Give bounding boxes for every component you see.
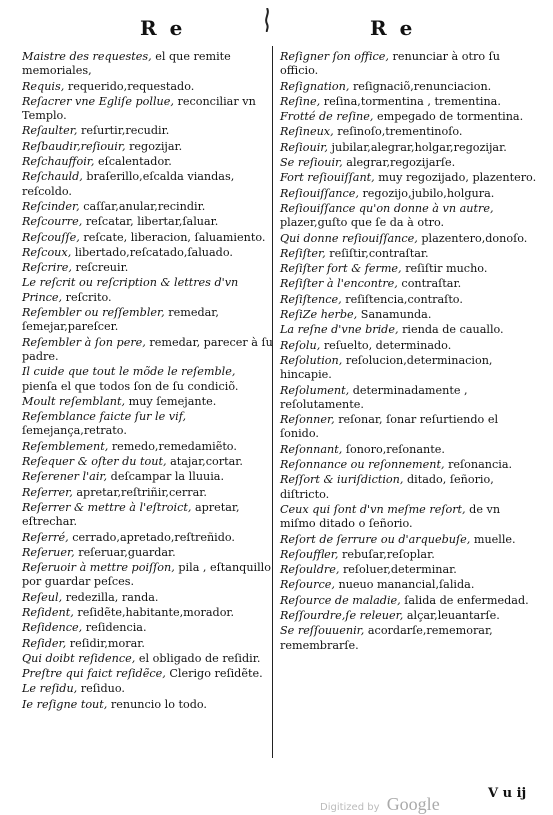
dictionary-entry (22, 546, 274, 560)
dictionary-entry (280, 262, 538, 276)
signature-mark: V u ij (488, 786, 527, 801)
dictionary-entry (22, 621, 274, 635)
entry-definition: nueuo manancial,ſalida. (338, 578, 475, 592)
entry-term: Reſembler ou reſſembler, (22, 306, 165, 320)
entry-definition: reſonar, ſonar reſurtiendo el ſonido. (280, 413, 499, 441)
dictionary-entry (280, 323, 538, 337)
dictionary-entry (280, 413, 538, 442)
entry-definition: renunciar à otro ſu officio. (280, 50, 500, 78)
entry-term: Reſerré, (22, 530, 69, 544)
entry-term: Se reſiouir, (280, 156, 343, 170)
entry-definition: apretar, eſtrechar. (22, 500, 240, 529)
entry-term: ReſiZe herbe, (280, 308, 358, 322)
entry-term: Reſeruer, (22, 545, 75, 559)
entry-term: Reſſourdre,ſe releuer, (280, 608, 404, 622)
entry-term: Le reſidu, (22, 682, 78, 696)
entry-definition: reſuelto, determinado. (323, 338, 452, 352)
entry-term: Reſcourre, (22, 215, 83, 229)
dictionary-entry (280, 533, 538, 547)
dictionary-entry (280, 503, 538, 532)
entry-definition: reſonancia. (448, 458, 513, 472)
watermark-prefix: Digitized by (320, 802, 380, 813)
dictionary-entry (22, 215, 274, 229)
entry-term: Reſource de maladie, (280, 593, 401, 607)
entry-definition: empegado de tormentina. (377, 110, 524, 124)
dictionary-entry (280, 187, 538, 201)
dictionary-entry (280, 202, 538, 231)
entry-definition: eſcalentador. (98, 155, 172, 169)
entry-definition: el obligado de reſidir. (138, 651, 261, 665)
entry-term: Reſiſtence, (280, 292, 342, 306)
dictionary-entry (280, 247, 538, 261)
dictionary-entry (280, 50, 538, 79)
entry-definition: plazentero,donoſo. (421, 231, 528, 245)
entry-term: Reſiouiſſance qu'on donne à vn autre, (280, 201, 494, 215)
dictionary-entry (280, 156, 538, 170)
entry-term: Reſbaudir,reſiouir, (22, 139, 126, 153)
entry-term: Reſemblance faicte ſur le vif, (22, 410, 186, 424)
entry-definition: cerrado,apretado,reſtreñido. (72, 530, 235, 544)
dictionary-entry (280, 339, 538, 353)
fleuron-icon (262, 8, 272, 32)
entry-definition: Sanamunda. (360, 308, 432, 322)
dictionary-entry (280, 80, 538, 94)
entry-term: Reſembler à ſon pere, (22, 335, 146, 349)
right-column (280, 50, 538, 654)
entry-term: Fort reſiouiſſant, (280, 171, 375, 185)
dictionary-entry (280, 578, 538, 592)
page-footer (0, 786, 553, 812)
entry-term: Reſouffler, (280, 547, 339, 561)
entry-term: Reſerrer, (22, 485, 73, 499)
entry-definition: pienſa el que todos ſon de ſu condiciõ. (22, 379, 239, 393)
entry-term: Preſtre qui faict reſidẽce, (22, 667, 166, 681)
entry-definition: reſoluer,determinar. (342, 563, 457, 577)
entry-term: Reſidence, (22, 621, 83, 635)
entry-definition: caſſar,anular,recindir. (83, 199, 206, 213)
entry-definition: reſcrito. (65, 290, 112, 304)
dictionary-entry (280, 171, 538, 185)
entry-term: Reſiouiſſance, (280, 186, 359, 200)
entry-definition: Clerigo reſidẽte. (169, 667, 263, 681)
dictionary-entry (22, 682, 274, 696)
entry-term: Il cuide que tout le mõde le reſemble, (22, 365, 236, 379)
entry-definition: reſidencia. (85, 621, 147, 635)
running-head-right: R e (370, 16, 416, 40)
entry-definition: jubilar,alegrar,holgar,regozijar. (331, 140, 507, 154)
entry-definition: muy ſemejante. (128, 394, 217, 408)
entry-term: Ie reſigne tout, (22, 697, 108, 711)
entry-definition: reſidir,morar. (69, 636, 145, 650)
dictionary-entry (22, 486, 274, 500)
entry-definition: libertado,reſcatado,ſaluado. (74, 245, 233, 259)
dictionary-entry (22, 455, 274, 469)
entry-definition: ſonoro,reſonante. (345, 442, 445, 456)
entry-definition: braſerillo,eſcalda viandas, reſcoldo. (22, 170, 235, 198)
entry-definition: reſiſtir,contraſtar. (329, 246, 429, 260)
entry-term: Reſemblement, (22, 439, 109, 453)
entry-definition: ſemejança,retrato. (22, 424, 127, 438)
entry-definition: remedar, parecer à ſu padre. (22, 335, 273, 363)
entry-definition: contraſtar. (401, 277, 462, 291)
entry-definition: rebuſar,reſoplar. (342, 547, 435, 561)
entry-definition: muelle. (473, 532, 516, 546)
entry-definition: rienda de cauallo. (402, 323, 504, 337)
dictionary-entry (22, 306, 274, 335)
entry-term: Reſolu, (280, 338, 321, 352)
dictionary-entry (22, 698, 274, 712)
dictionary-entry (22, 501, 274, 530)
dictionary-entry (280, 609, 538, 623)
entry-definition: acordarſe,rememorar, remembrarſe. (280, 624, 493, 652)
dictionary-entry (280, 95, 538, 109)
entry-term: Reſchauffoir, (22, 155, 95, 169)
entry-definition: requerido,requestado. (67, 79, 195, 93)
entry-definition: reconciliar vn Templo. (22, 94, 256, 123)
entry-definition: reſcatar, libertar,ſaluar. (85, 215, 219, 229)
entry-definition: regozijar. (129, 139, 183, 153)
entry-term: Reſerrer & mettre à l'eſtroict, (22, 500, 192, 514)
entry-definition: reſinoſo,trementinoſo. (337, 125, 463, 139)
entry-term: Reſcouſſe, (22, 230, 80, 244)
dictionary-entry (22, 667, 274, 681)
dictionary-entry (22, 95, 274, 124)
dictionary-entry (22, 170, 274, 199)
entry-definition: apretar,reſtriñir,cerrar. (76, 485, 207, 499)
dictionary-entry (22, 410, 274, 439)
entry-term: Reſonnance ou reſonnement, (280, 458, 445, 472)
entry-definition: muy regozijado, plazentero. (378, 171, 537, 185)
entry-term: Reſine, (280, 94, 321, 108)
entry-term: Reſonner, (280, 413, 335, 427)
dictionary-entry (22, 246, 274, 260)
entry-term: Le reſcrit ou reſcription & lettres d'vn Prince, (22, 276, 239, 304)
dictionary-entry (22, 561, 274, 590)
entry-definition: atajar,cortar. (170, 455, 243, 469)
entry-term: Moult reſemblant, (22, 394, 126, 408)
entry-term: Reſcinder, (22, 199, 80, 213)
entry-definition: regozijo,jubilo,holgura. (362, 186, 495, 200)
entry-definition: reſiduo. (80, 682, 125, 696)
entry-term: Reſeruoir à mettre poiſſon, (22, 561, 175, 575)
dictionary-entry (22, 155, 274, 169)
entry-definition: redezilla, randa. (65, 590, 159, 604)
entry-term: Qui donne reſiouiſſance, (280, 231, 418, 245)
entry-term: Reſolution, (280, 353, 343, 367)
entry-definition: remedar, ſemejar,pareſcer. (22, 306, 219, 334)
entry-definition: el que remite memoriales, (22, 50, 231, 78)
dictionary-entry (22, 80, 274, 94)
entry-term: Reſcoux, (22, 245, 72, 259)
entry-term: Reſſort & iuriſdiction, (280, 473, 404, 487)
left-column (22, 50, 274, 713)
entry-definition: reſiſtencia,contraſto. (345, 292, 463, 306)
entry-definition: remedo,remedamiẽto. (111, 439, 237, 453)
entry-definition: determinadamente , reſolutamente. (280, 383, 468, 411)
entry-term: Se reſſouuenir, (280, 624, 365, 638)
dictionary-entry (280, 548, 538, 562)
entry-definition: deſcampar la lluuia. (110, 470, 225, 484)
entry-term: Reſignation, (280, 79, 350, 93)
dictionary-entry (22, 50, 274, 79)
entry-term: Requis, (22, 79, 65, 93)
entry-definition: reſidẽte,habitante,morador. (77, 605, 235, 619)
entry-definition: ſalida de enfermedad. (404, 593, 529, 607)
dictionary-entry (280, 458, 538, 472)
dictionary-entry (22, 652, 274, 666)
entry-definition: reſiſtir mucho. (405, 262, 488, 276)
dictionary-entry (22, 395, 274, 409)
entry-term: Ceux qui ſont d'vn meſme reſort, (280, 502, 466, 516)
entry-definition: reſeruar,guardar. (78, 545, 176, 559)
entry-term: Reſeul, (22, 590, 63, 604)
entry-term: Reſaulter, (22, 124, 78, 138)
dictionary-entry (280, 125, 538, 139)
entry-definition: reſurtir,recudir. (81, 124, 170, 138)
dictionary-entry (22, 261, 274, 275)
entry-term: Reſouldre, (280, 563, 340, 577)
dictionary-entry (22, 200, 274, 214)
entry-term: Reſineux, (280, 125, 334, 139)
dictionary-entry (22, 591, 274, 605)
dictionary-entry (280, 232, 538, 246)
entry-term: Reſigner ſon office, (280, 50, 389, 63)
entry-definition: de vn miſmo ditado o ſeñorio. (280, 502, 501, 531)
dictionary-entry (22, 124, 274, 138)
entry-term: Reſchauld, (22, 170, 83, 184)
dictionary-entry (280, 110, 538, 124)
dictionary-entry (280, 354, 538, 383)
entry-term: Reſequer & oſter du tout, (22, 455, 167, 469)
dictionary-entry (280, 384, 538, 413)
entry-definition: alegrar,regozijarſe. (346, 156, 456, 170)
entry-term: Reſonnant, (280, 442, 343, 456)
entry-term: Frotté de reſine, (280, 110, 374, 124)
entry-term: Reſort de ſerrure ou d'arquebuſe, (280, 532, 471, 546)
entry-definition: plazer,guſto que ſe da à otro. (280, 216, 445, 230)
entry-definition: reſignaciõ,renunciacion. (352, 79, 492, 93)
entry-definition: reſina,tormentina , trementina. (323, 94, 501, 108)
dictionary-entry (280, 563, 538, 577)
entry-term: Reſacrer vne Egliſe pollue, (22, 94, 174, 108)
dictionary-entry (280, 594, 538, 608)
page-header (0, 6, 553, 40)
dictionary-entry (22, 470, 274, 484)
dictionary-entry (280, 308, 538, 322)
entry-definition: renuncio lo todo. (110, 697, 207, 711)
dictionary-entry (22, 365, 274, 394)
dictionary-entry (22, 140, 274, 154)
dictionary-entry (280, 141, 538, 155)
entry-term: Reſiſter, (280, 246, 326, 260)
entry-definition: ditado, ſeñorio, diſtricto. (280, 473, 494, 501)
dictionary-entry (22, 276, 274, 305)
entry-term: Reſiſter fort & ferme, (280, 262, 402, 276)
entry-definition: pila , eſtanquillo por guardar peſces. (22, 561, 271, 589)
dictionary-entry (22, 440, 274, 454)
entry-term: Reſider, (22, 636, 67, 650)
entry-term: Reſident, (22, 605, 74, 619)
dictionary-entry (280, 277, 538, 291)
entry-term: Reſerener l'air, (22, 470, 108, 484)
entry-term: Reſiouir, (280, 140, 328, 154)
entry-term: Reſource, (280, 578, 335, 592)
entry-definition: reſcate, liberacion, ſaluamiento. (83, 230, 266, 244)
entry-term: Reſcrire, (22, 261, 72, 275)
entry-term: Maistre des requestes, (22, 50, 152, 63)
entry-definition: reſcreuir. (75, 261, 129, 275)
dictionary-entry (22, 606, 274, 620)
entry-term: Reſiſter à l'encontre, (280, 277, 398, 291)
running-head-left: R e (140, 16, 186, 40)
entry-definition: reſolucion,determinacion, hincapie. (280, 353, 493, 382)
dictionary-entry (22, 637, 274, 651)
entry-term: Reſolument, (280, 383, 350, 397)
dictionary-entry (280, 443, 538, 457)
watermark-brand: Google (386, 794, 440, 814)
dictionary-entry (280, 293, 538, 307)
dictionary-entry (22, 336, 274, 365)
dictionary-entry (280, 473, 538, 502)
dictionary-entry (22, 531, 274, 545)
dictionary-entry (280, 624, 538, 653)
entry-definition: alçar,leuantarſe. (406, 608, 500, 622)
entry-term: La reſne d'vne bride, (280, 323, 399, 337)
entry-term: Qui doibt reſidence, (22, 651, 136, 665)
dictionary-entry (22, 231, 274, 245)
